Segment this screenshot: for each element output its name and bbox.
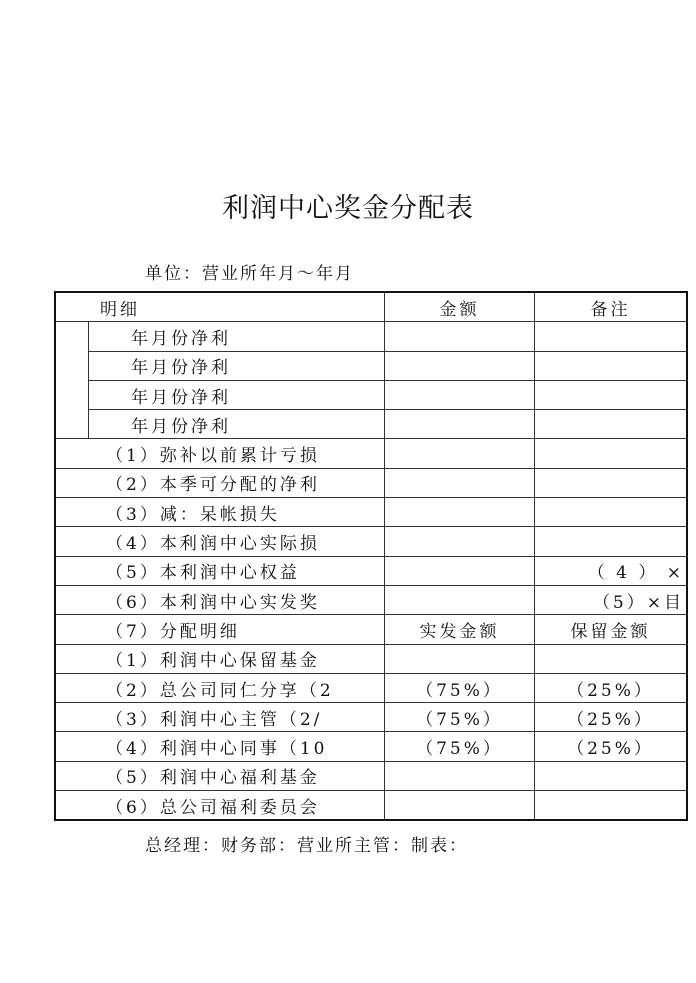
amount-cell[interactable] bbox=[385, 351, 535, 380]
row-label: （5）利润中心福利基金 bbox=[55, 761, 385, 790]
table-row bbox=[55, 351, 687, 380]
monthly-label: 年月份净利 bbox=[89, 322, 385, 351]
amount-cell[interactable]: 实发金额 bbox=[385, 615, 535, 644]
table-row bbox=[55, 439, 687, 468]
remark-cell[interactable] bbox=[535, 380, 688, 409]
amount-cell[interactable]: （75%） bbox=[385, 703, 535, 732]
table-row bbox=[55, 644, 687, 673]
amount-cell[interactable] bbox=[385, 410, 535, 439]
monthly-label: 年月份净利 bbox=[89, 351, 385, 380]
table-row bbox=[55, 556, 687, 585]
bonus-table bbox=[54, 291, 688, 821]
row-label: （2）总公司同仁分享（2 bbox=[55, 673, 385, 702]
page-title: 利润中心奖金分配表 bbox=[222, 193, 474, 224]
unit-line: 单位：营业所年月～年月 bbox=[145, 264, 354, 284]
table-row bbox=[55, 498, 687, 527]
amount-cell[interactable] bbox=[385, 556, 535, 585]
amount-cell[interactable]: （75%） bbox=[385, 673, 535, 702]
table-row bbox=[55, 585, 687, 614]
remark-cell[interactable] bbox=[535, 410, 688, 439]
row-label: （5）本利润中心权益 bbox=[55, 556, 385, 585]
amount-cell[interactable] bbox=[385, 468, 535, 497]
remark-cell[interactable] bbox=[535, 791, 688, 821]
table-header bbox=[55, 292, 687, 322]
row-label: （6）总公司福利委员会 bbox=[55, 791, 385, 821]
monthly-label: 年月份净利 bbox=[89, 410, 385, 439]
row-label: （1）利润中心保留基金 bbox=[55, 644, 385, 673]
amount-cell[interactable] bbox=[385, 791, 535, 821]
remark-cell[interactable] bbox=[535, 322, 688, 351]
row-label: （6）本利润中心实发奖 bbox=[55, 585, 385, 614]
table-row bbox=[55, 468, 687, 497]
table-row bbox=[55, 615, 687, 644]
remark-cell[interactable] bbox=[535, 439, 688, 468]
remark-cell[interactable]: （ 4 ） × bbox=[535, 556, 688, 585]
row-label: （2）本季可分配的净利 bbox=[55, 468, 385, 497]
table-row bbox=[55, 791, 687, 821]
row-label: （1）弥补以前累计亏损 bbox=[55, 439, 385, 468]
table-row bbox=[55, 703, 687, 732]
amount-cell[interactable] bbox=[385, 498, 535, 527]
amount-cell[interactable] bbox=[385, 644, 535, 673]
header-amount: 金额 bbox=[385, 292, 535, 322]
table-row bbox=[55, 322, 687, 351]
remark-cell[interactable] bbox=[535, 527, 688, 556]
remark-cell[interactable] bbox=[535, 498, 688, 527]
remark-cell[interactable]: （25%） bbox=[535, 703, 688, 732]
table-row bbox=[55, 410, 687, 439]
remark-cell[interactable] bbox=[535, 761, 688, 790]
table-row bbox=[55, 732, 687, 761]
table-row bbox=[55, 527, 687, 556]
group-cell bbox=[55, 322, 89, 439]
row-label: （4）本利润中心实际损 bbox=[55, 527, 385, 556]
amount-cell[interactable] bbox=[385, 585, 535, 614]
remark-cell[interactable] bbox=[535, 468, 688, 497]
table-row bbox=[55, 761, 687, 790]
remark-cell[interactable]: （25%） bbox=[535, 673, 688, 702]
row-label: （7）分配明细 bbox=[55, 615, 385, 644]
amount-cell[interactable] bbox=[385, 527, 535, 556]
row-label: （4）利润中心同事（10 bbox=[55, 732, 385, 761]
row-label: （3）减：呆帐损失 bbox=[55, 498, 385, 527]
table-row bbox=[55, 380, 687, 409]
header-remark: 备注 bbox=[535, 292, 688, 322]
amount-cell[interactable] bbox=[385, 761, 535, 790]
table-row bbox=[55, 673, 687, 702]
amount-cell[interactable] bbox=[385, 439, 535, 468]
header-detail: 明细 bbox=[55, 292, 385, 322]
remark-cell[interactable] bbox=[535, 644, 688, 673]
amount-cell[interactable]: （75%） bbox=[385, 732, 535, 761]
remark-cell[interactable]: （25%） bbox=[535, 732, 688, 761]
remark-cell[interactable]: 保留金额 bbox=[535, 615, 688, 644]
remark-cell[interactable] bbox=[535, 351, 688, 380]
amount-cell[interactable] bbox=[385, 322, 535, 351]
remark-cell[interactable]: （5）×目 bbox=[535, 585, 688, 614]
monthly-label: 年月份净利 bbox=[89, 380, 385, 409]
signature-line: 总经理：财务部：营业所主管：制表： bbox=[145, 836, 468, 856]
row-label: （3）利润中心主管（2/ bbox=[55, 703, 385, 732]
amount-cell[interactable] bbox=[385, 380, 535, 409]
